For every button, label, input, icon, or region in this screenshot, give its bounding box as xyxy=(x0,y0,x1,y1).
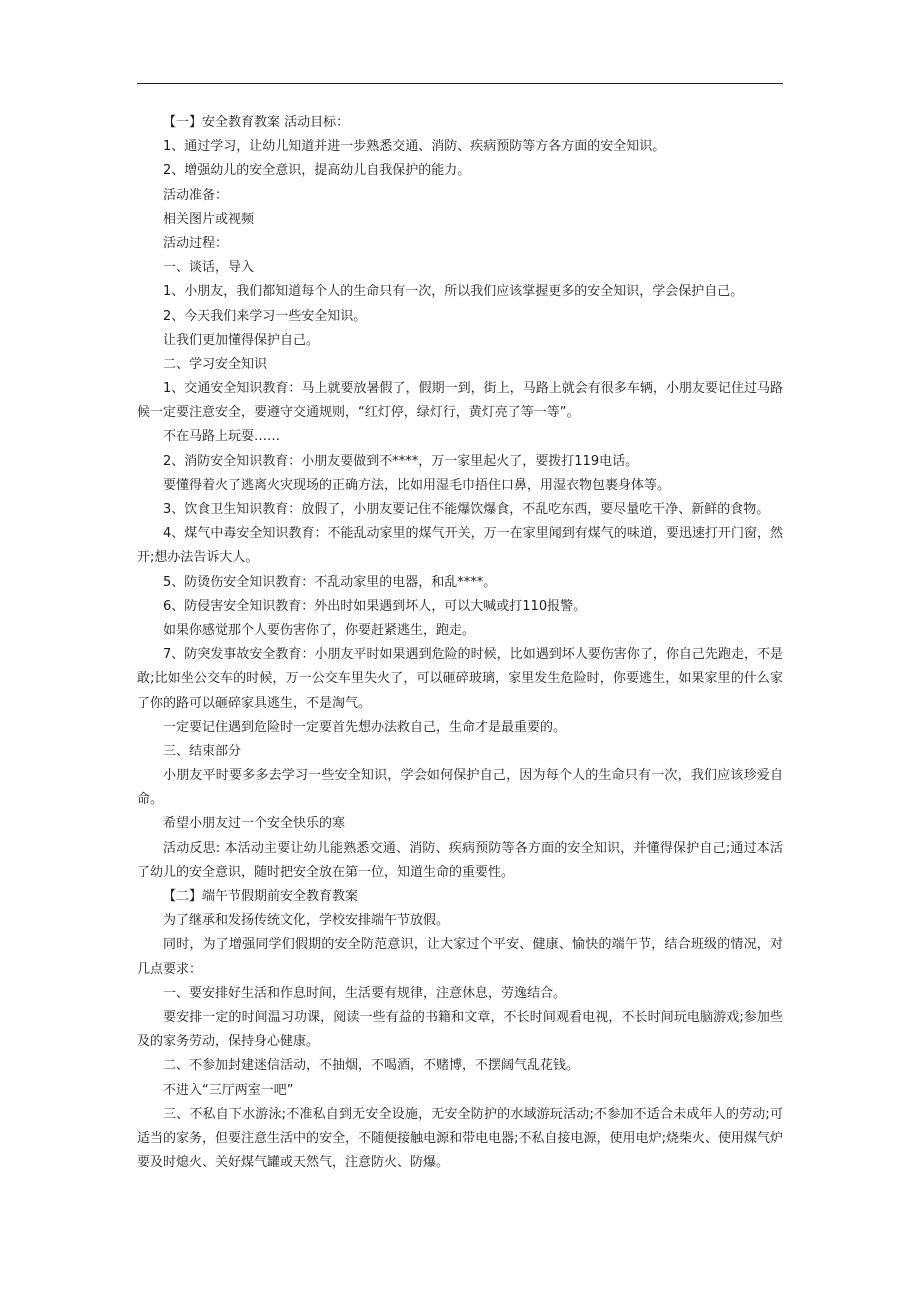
text-line: 相关图片或视频 xyxy=(163,211,255,227)
text-line: 三、不私自下水游泳;不准私自到无安全设施，无安全防护的水域游玩活动;不参加不适合未成年人的劳动;可 xyxy=(163,1106,783,1122)
text-line: 如果你感觉那个人要伤害你了，你要赶紧逃生，跑走。 xyxy=(163,622,476,638)
text-line: 【二】端午节假期前安全教育教案 xyxy=(163,889,359,904)
text-line: 不进入“三厅两室一吧” xyxy=(163,1082,294,1098)
text-line: 一、谈话，导入 xyxy=(163,260,255,276)
header-rule xyxy=(137,83,783,84)
text-line: 5、防烫伤安全知识教育：不乱动家里的电器，和乱****。 xyxy=(163,574,497,590)
text-line: 适当的家务，但要注意生活中的安全，不随便接触电源和带电电器;不私自接电源，使用电炉;烧柴火、使用煤气炉 xyxy=(137,1130,783,1146)
text-line: 候一定要注意安全，要遵守交通规则，“红灯停，绿灯行，黄灯亮了等一等”。 xyxy=(137,405,580,421)
text-line: 活动过程： xyxy=(163,235,229,251)
text-line: 1、通过学习，让幼儿知道并进一步熟悉交通、消防、疾病预防等方各方面的安全知识。 xyxy=(163,139,666,155)
text-line: 希望小朋友过一个安全快乐的寒 xyxy=(163,816,346,832)
text-line: 2、消防安全知识教育：小朋友要做到不****，万一家里起火了，要拨打119电话。 xyxy=(163,453,639,469)
text-line: 6、防侵害安全知识教育：外出时如果遇到坏人，可以大喊或打110报警。 xyxy=(163,598,587,614)
text-line: 二、不参加封建迷信活动，不抽烟，不喝酒，不赌博，不摆阔气乱花钱。 xyxy=(163,1058,580,1074)
text-line: 4、煤气中毒安全知识教育：不能乱动家里的煤气开关，万一在家里闻到有煤气的味道，要迅速打开门窗，然 xyxy=(163,526,783,542)
document-body xyxy=(137,111,783,1175)
text-line: 开;想办法告诉大人。 xyxy=(137,550,259,566)
text-line: 小朋友平时要多多去学习一些安全知识，学会如何保护自己，因为每个人的生命只有一次，我们应该珍爱自 xyxy=(163,768,783,784)
text-line: 不在马路上玩耍…… xyxy=(163,429,281,445)
text-line: 及的家务劳动，保持身心健康。 xyxy=(137,1034,320,1050)
text-line: 2、增强幼儿的安全意识，提高幼儿自我保护的能力。 xyxy=(163,163,471,179)
text-line: 活动反思: 本活动主要让幼儿能熟悉交通、消防、疾病预防等各方面的安全知识，并懂得保护自己;通过本活 xyxy=(163,840,783,856)
text-line: 要懂得着火了逃离火灾现场的正确方法，比如用湿毛巾捂住口鼻，用湿衣物包裹身体等。 xyxy=(163,477,671,493)
text-line: 同时，为了增强同学们假期的安全防范意识，让大家过个平安、健康、愉快的端午节，结合班级的情况，对 xyxy=(163,937,783,953)
text-line: 命。 xyxy=(137,792,164,808)
text-line: 了你的路可以砸碎家具逃生，不是淘气。 xyxy=(137,695,372,711)
text-line: 一、要安排好生活和作息时间，生活要有规律，注意休息，劳逸结合。 xyxy=(163,985,567,1001)
text-line: 1、交通安全知识教育：马上就要放暑假了，假期一到，街上，马路上就会有很多车辆，小朋友要记住过马路 xyxy=(163,381,783,397)
text-line: 为了继承和发扬传统文化，学校安排端午节放假。 xyxy=(163,913,450,929)
text-line: 7、防突发事故安全教育：小朋友平时如果遇到危险的时候，比如遇到坏人要伤害你了，你自己先跑走，不是 xyxy=(163,647,783,663)
text-line: 3、饮食卫生知识教育：放假了，小朋友要记住不能爆饮爆食，不乱吃东西，要尽量吃干净、新鲜的食物。 xyxy=(163,502,770,517)
text-line: 让我们更加懂得保护自己。 xyxy=(163,332,320,348)
text-line: 三、结束部分 xyxy=(163,743,242,759)
text-line: 1、小朋友，我们都知道每个人的生命只有一次，所以我们应该掌握更多的安全知识，学会保护自己。 xyxy=(163,284,744,300)
text-line: 敢;比如坐公交车的时候，万一公交车里失火了，可以砸碎玻璃，家里发生危险时，你要逃生，如果家里的什么家 xyxy=(137,671,783,687)
text-line: 活动准备： xyxy=(163,187,229,203)
text-line: 要及时熄火、关好煤气罐或天然气，注意防火、防爆。 xyxy=(137,1155,450,1171)
text-line: 了幼儿的安全意识，随时把安全放在第一位，知道生命的重要性。 xyxy=(137,864,515,880)
text-line: 几点要求： xyxy=(137,961,203,977)
text-line: 【一】安全教育教案 活动目标： xyxy=(163,115,350,130)
text-line: 2、今天我们来学习一些安全知识。 xyxy=(163,308,367,324)
text-line: 要安排一定的时间温习功课，阅读一些有益的书籍和文章，不长时间观看电视，不长时间玩电脑游戏;参加些 xyxy=(163,1009,783,1025)
text-line: 一定要记住遇到危险时一定要首先想办法救自己，生命才是最重要的。 xyxy=(163,719,567,735)
text-line: 二、学习安全知识 xyxy=(163,356,268,372)
